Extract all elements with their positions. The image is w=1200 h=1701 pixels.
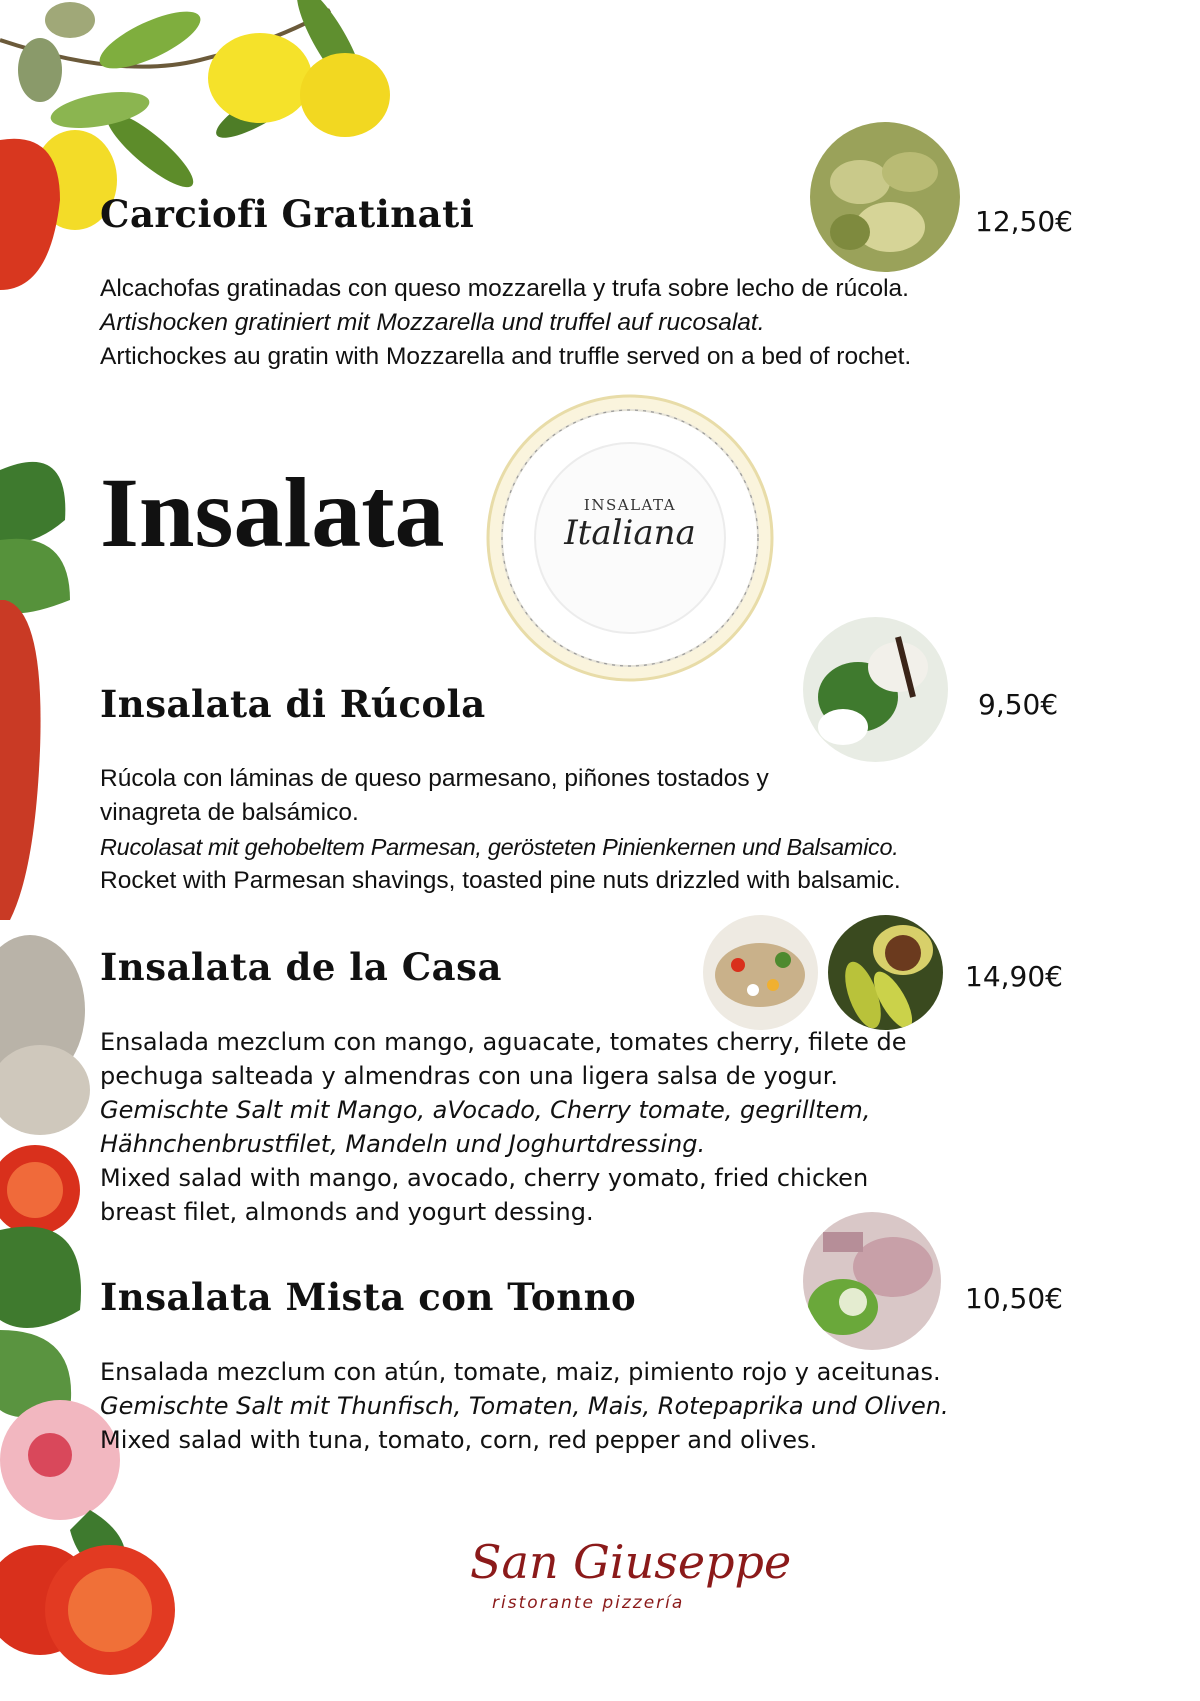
dish-title-carciofi: Carciofi Gratinati [100,192,475,236]
dish-title-casa: Insalata de la Casa [100,945,502,989]
price-casa: 14,90€ [965,960,1063,993]
plate-label-top: INSALATA [583,496,677,514]
desc-es: Alcachofas gratinadas con queso mozzarella y trufa sobre lecho de rúcola. [100,275,909,302]
section-title: Insalata [100,457,445,568]
desc-de: Gemischte Salt mit Mango, aVocado, Cherry tomate, gegrilltem, Hähnchenbrustfilet, Mandeln und Joghurtdressing. [100,1096,871,1158]
logo-tagline: ristorante pizzería [492,1593,685,1613]
desc-en: Artichockes au gratin with Mozzarella and truffle served on a bed of rochet. [100,343,912,370]
avocado-photo [828,915,943,1030]
plate-label-script: Italiana [564,513,696,553]
restaurant-logo [460,1535,792,1625]
tuna-salad-photo [803,1212,941,1350]
logo-name: San Giuseppe [470,1535,792,1589]
desc-en: Rocket with Parmesan shavings, toasted pine nuts drizzled with balsamic. [100,867,901,894]
plate-illustration [485,393,775,683]
desc-en: Mixed salad with mango, avocado, cherry yomato, fried chicken breast filet, almonds and yogurt dessing. [100,1164,869,1226]
lemon-branch-illustration [0,0,420,300]
price-carciofi: 12,50€ [975,205,1073,238]
rucola-salad-photo [803,617,948,762]
desc-de: Artishocken gratiniert mit Mozzarella und truffel auf rucosalat. [100,309,765,336]
price-tonno: 10,50€ [965,1282,1063,1315]
desc-carciofi [100,272,1000,374]
desc-es: Rúcola con láminas de queso parmesano, piñones tostados y vinagreta de balsámico. [100,765,769,826]
desc-rucola-more [100,830,1000,898]
desc-casa [100,1025,950,1229]
desc-tonno [100,1355,1060,1457]
desc-es: Ensalada mezclum con atún, tomate, maiz, pimiento rojo y aceitunas. [100,1358,941,1386]
price-rucola: 9,50€ [978,688,1059,721]
desc-de: Gemischte Salt mit Thunfisch, Tomaten, Mais, Rotepaprika und Oliven. [100,1392,949,1420]
artichoke-photo [810,122,960,272]
house-salad-photo [703,915,818,1030]
desc-es: Ensalada mezclum con mango, aguacate, tomates cherry, filete de pechuga salteada y almendras con una ligera salsa de yogur. [100,1028,907,1090]
desc-rucola [100,762,820,830]
dish-title-tonno: Insalata Mista con Tonno [100,1275,637,1319]
desc-en: Mixed salad with tuna, tomato, corn, red pepper and olives. [100,1426,818,1454]
desc-de: Rucolasat mit gehobeltem Parmesan, gerösteten Pinienkernen und Balsamico. [100,834,899,860]
dish-title-rucola: Insalata di Rúcola [100,682,486,726]
